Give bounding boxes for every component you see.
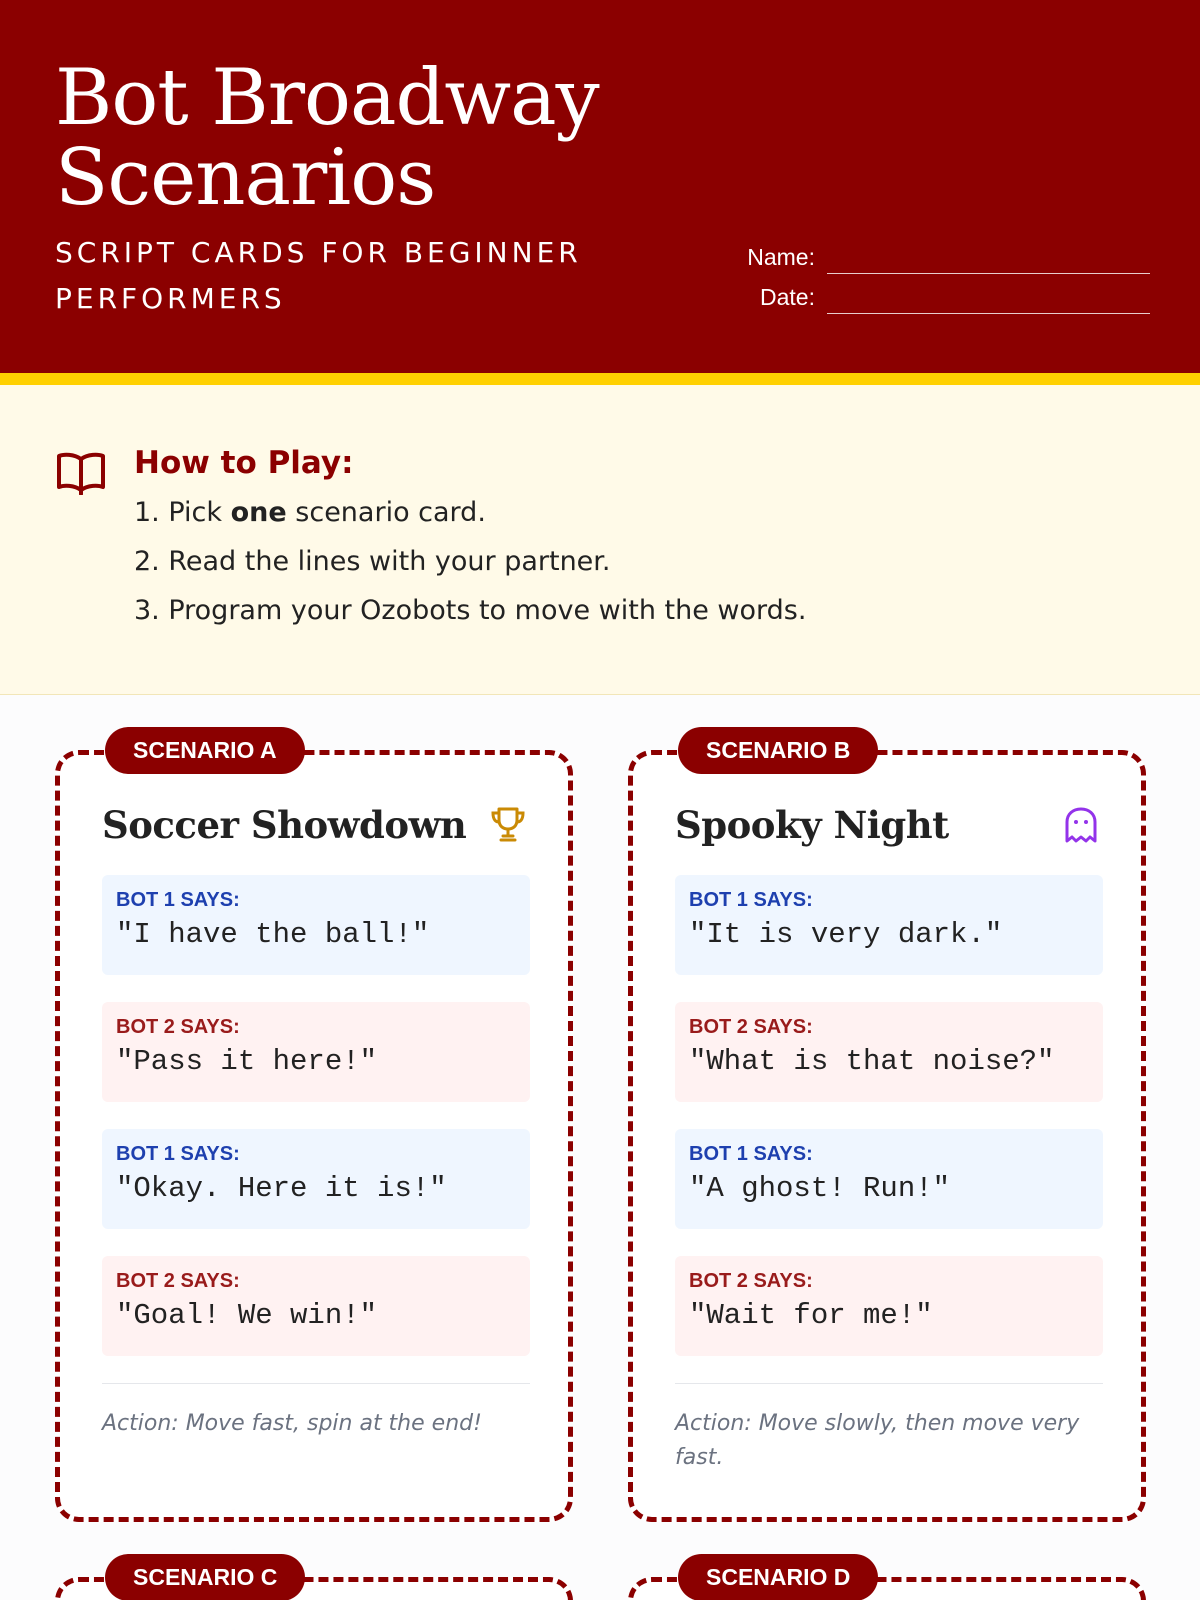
scenario-badge: SCENARIO B [678, 727, 878, 774]
script-line [102, 1256, 530, 1356]
script-line [102, 1002, 530, 1102]
dialogue-text: "A ghost! Run!" [689, 1172, 951, 1205]
script-line [102, 875, 530, 975]
date-input-line[interactable] [827, 313, 1150, 314]
instruction-step-1-emphasis: one [230, 497, 287, 528]
speaker-label: BOT 2 SAYS: [689, 1016, 813, 1038]
card-divider [102, 1383, 530, 1384]
name-input-line[interactable] [827, 273, 1150, 274]
script-line [675, 1002, 1103, 1102]
ghost-icon [1061, 805, 1101, 845]
scenario-card-b[interactable] [628, 737, 1146, 1522]
page-title-line-1: Bot Broadway [55, 53, 599, 143]
scenario-badge: SCENARIO D [678, 1554, 878, 1600]
action-note: Action: Move slowly, then move very fast. [675, 1411, 1080, 1470]
instruction-step-1-prefix: 1. Pick [134, 497, 231, 528]
scenario-title: Spooky Night [675, 803, 949, 847]
script-line [102, 1129, 530, 1229]
instruction-step-3: 3. Program your Ozobots to move with the words. [134, 595, 807, 626]
name-field[interactable] [720, 240, 1150, 274]
scenario-badge: SCENARIO C [105, 1554, 305, 1600]
dialogue-text: "What is that noise?" [689, 1045, 1055, 1078]
script-line [675, 875, 1103, 975]
dialogue-text: "Okay. Here it is!" [116, 1172, 447, 1205]
scenario-badge: SCENARIO A [105, 727, 305, 774]
name-label: Name: [747, 244, 815, 270]
speaker-label: BOT 2 SAYS: [689, 1270, 813, 1292]
header-accent-stripe [0, 373, 1200, 385]
instruction-step-1 [134, 497, 806, 546]
speaker-label: BOT 1 SAYS: [116, 889, 240, 911]
scenario-card-c[interactable] [55, 1564, 573, 1600]
dialogue-text: "Wait for me!" [689, 1299, 933, 1332]
speaker-label: BOT 2 SAYS: [116, 1016, 240, 1038]
instruction-step-2: 2. Read the lines with your partner. [134, 546, 611, 577]
scenario-title: Soccer Showdown [102, 803, 467, 847]
card-divider [675, 1383, 1103, 1384]
scenario-card-a[interactable] [55, 737, 573, 1522]
dialogue-text: "Pass it here!" [116, 1045, 378, 1078]
scenario-card-d[interactable] [628, 1564, 1146, 1600]
page-subtitle: SCRIPT CARDS FOR BEGINNER PERFORMERS [55, 236, 582, 315]
instructions-list [134, 497, 806, 644]
trophy-icon [488, 805, 528, 845]
speaker-label: BOT 1 SAYS: [116, 1143, 240, 1165]
open-book-icon [56, 451, 106, 495]
instructions-panel [0, 385, 1200, 695]
date-label: Date: [760, 284, 815, 310]
instructions-title: How to Play: [134, 445, 354, 481]
speaker-label: BOT 1 SAYS: [689, 1143, 813, 1165]
date-field[interactable] [720, 280, 1150, 314]
dialogue-text: "Goal! We win!" [116, 1299, 378, 1332]
page-header [0, 0, 1200, 373]
speaker-label: BOT 1 SAYS: [689, 889, 813, 911]
page-title [55, 53, 599, 223]
page-title-line-2: Scenarios [55, 133, 436, 223]
instruction-step-1-suffix: scenario card. [286, 497, 486, 528]
action-note: Action: Move fast, spin at the end! [102, 1411, 482, 1436]
script-line [675, 1129, 1103, 1229]
dialogue-text: "It is very dark." [689, 918, 1003, 951]
dialogue-text: "I have the ball!" [116, 918, 430, 951]
script-line [675, 1256, 1103, 1356]
speaker-label: BOT 2 SAYS: [116, 1270, 240, 1292]
